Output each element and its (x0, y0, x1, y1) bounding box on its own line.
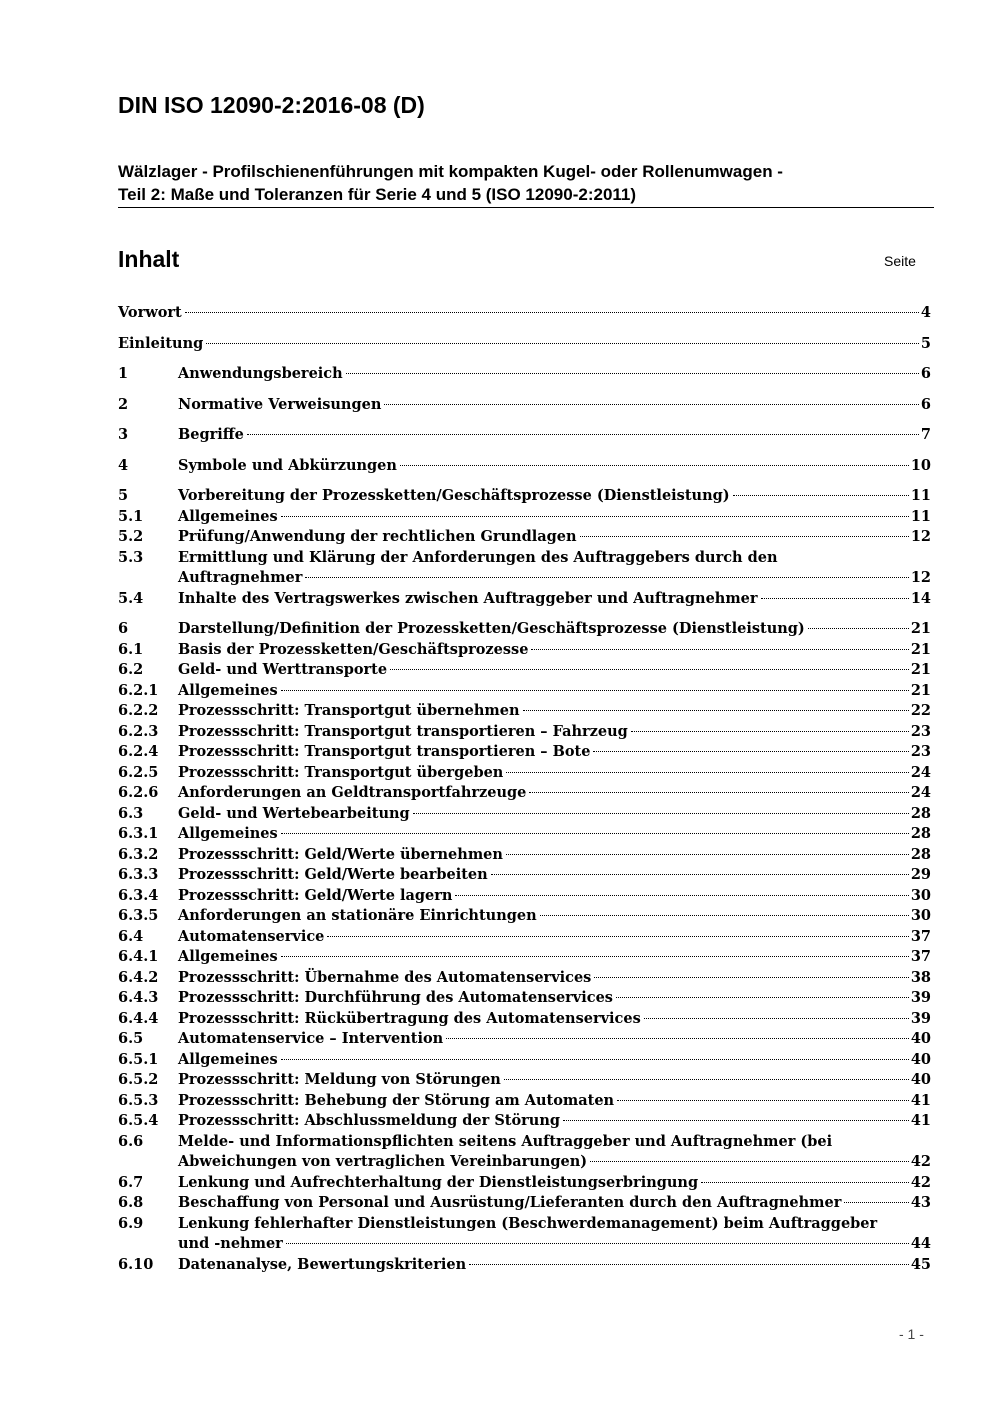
toc-entry-page: 21 (910, 640, 931, 658)
toc-entry-title: Symbole und Abkürzungen (178, 456, 397, 474)
toc-entry-number: 6.3.4 (118, 886, 159, 904)
toc-entry[interactable] (118, 1111, 931, 1132)
toc-entry-page: 37 (910, 948, 931, 965)
toc-entry-title: Prozessschritt: Transportgut übergeben (178, 763, 504, 781)
toc-entry-title: Automatenservice (178, 927, 325, 945)
toc-entry-title: Prozessschritt: Behebung der Störung am Automaten (178, 1091, 615, 1109)
dot-leader (590, 1161, 909, 1162)
toc-entry-number: 6.9 (118, 1214, 144, 1232)
toc-entry[interactable] (118, 886, 931, 907)
toc-heading: Inhalt (118, 246, 180, 272)
toc-entry-number: 6.8 (118, 1194, 144, 1211)
toc-entry-number: 5.3 (118, 548, 144, 566)
toc-entry-number: 5.2 (118, 528, 144, 545)
dot-leader (390, 669, 909, 670)
toc-entry-title: Anforderungen an Geldtransportfahrzeuge (178, 784, 527, 801)
toc-entry-number: 6 (118, 620, 129, 637)
toc-entry-number: 6.3.5 (118, 907, 159, 924)
toc-entry-number: 1 (118, 365, 129, 382)
toc-entry-page: 39 (910, 1009, 931, 1027)
toc-entry-page: 45 (910, 1255, 931, 1273)
toc-entry-page: 11 (910, 507, 931, 525)
toc-entry-page: 41 (910, 1112, 931, 1129)
dot-leader (504, 1079, 909, 1080)
toc-entry-page: 37 (910, 927, 931, 945)
dot-leader (185, 312, 919, 313)
dot-leader (400, 465, 909, 466)
toc-entry[interactable] (118, 742, 931, 763)
toc-entry-number: 6.5.2 (118, 1071, 159, 1088)
toc-entry-number: 6.1 (118, 640, 144, 658)
dot-leader (384, 404, 919, 405)
toc-entry-page: 28 (910, 825, 931, 842)
toc-entry-title: Prozessschritt: Rückübertragung des Automatenservices (178, 1009, 641, 1027)
dot-leader (580, 536, 909, 537)
toc-entry[interactable] (118, 845, 931, 866)
toc-entry-page: 6 (920, 365, 931, 382)
toc-entry[interactable] (118, 763, 931, 784)
toc-entry-number: 6.5.1 (118, 1050, 159, 1068)
toc-entry[interactable] (118, 1050, 931, 1071)
toc-entry-page: 23 (910, 743, 931, 760)
toc-entry-page: 30 (910, 886, 931, 904)
dot-leader (281, 690, 909, 691)
toc-entry-number: 2 (118, 395, 129, 413)
document-title: DIN ISO 12090-2:2016-08 (D) (118, 92, 425, 118)
toc-entry-page: 24 (910, 763, 931, 781)
dot-leader (305, 577, 908, 578)
document-subtitle (118, 160, 783, 206)
toc-entry-page: 21 (910, 620, 931, 637)
toc-entry-page: 21 (910, 661, 931, 678)
dot-leader (761, 598, 909, 599)
toc-entry-number: 3 (118, 426, 129, 443)
toc-entry[interactable] (118, 988, 931, 1009)
toc-entry-title: Darstellung/Definition der Prozessketten/Geschäftsprozesse (Dienstleistung) (178, 620, 805, 637)
dot-leader (281, 1059, 909, 1060)
toc-entry[interactable] (118, 701, 931, 722)
toc-entry-title: Prozessschritt: Geld/Werte bearbeiten (178, 866, 488, 883)
toc-entry-page: 5 (920, 334, 931, 352)
toc-entry-page: 43 (910, 1194, 931, 1211)
dot-leader (701, 1182, 909, 1183)
toc-entry-page: 44 (910, 1235, 931, 1252)
toc-entry[interactable] (118, 1173, 931, 1194)
dot-leader (733, 495, 909, 496)
toc-entry-title: Prozessschritt: Geld/Werte lagern (178, 886, 453, 904)
dot-leader (469, 1264, 909, 1265)
toc-entry-title: Prüfung/Anwendung der rechtlichen Grundlagen (178, 528, 577, 545)
toc-entry-page: 22 (910, 702, 931, 719)
toc-entry-page: 6 (920, 395, 931, 413)
dot-leader (631, 731, 909, 732)
dot-leader (286, 1243, 909, 1244)
dot-leader (616, 997, 909, 998)
toc-entry-number: 6.4 (118, 927, 144, 945)
dot-leader (594, 977, 908, 978)
toc-entry-number: 5.1 (118, 507, 144, 525)
toc-entry[interactable] (118, 456, 931, 477)
toc-entry-title: Beschaffung von Personal und Ausrüstung/Lieferanten durch den Auftragnehmer (178, 1194, 842, 1211)
dot-leader (531, 649, 908, 650)
dot-leader (327, 936, 908, 937)
dot-leader (491, 874, 909, 875)
toc-entry-number: 6.4.2 (118, 968, 159, 986)
toc-entry[interactable] (118, 824, 931, 845)
toc-entry[interactable] (118, 303, 931, 324)
toc-entry-title: Prozessschritt: Abschlussmeldung der Störung (178, 1112, 561, 1129)
toc-entry-title: Geld- und Wertebearbeitung (178, 804, 410, 822)
toc-entry[interactable] (118, 1132, 931, 1173)
dot-leader (346, 373, 919, 374)
toc-page-column-label: Seite (884, 253, 916, 269)
dot-leader (281, 833, 909, 834)
toc-entry-page: 40 (910, 1071, 931, 1088)
toc-entry-title: Allgemeines (178, 948, 278, 965)
toc-entry-title: Allgemeines (178, 507, 278, 525)
toc-entry-page: 12 (910, 528, 931, 545)
toc-entry-title-continued: und -nehmer (178, 1235, 283, 1252)
toc-entry[interactable] (118, 1214, 931, 1255)
dot-leader (206, 343, 919, 344)
toc-entry[interactable] (118, 640, 931, 661)
toc-entry-page: 30 (910, 907, 931, 924)
toc-entry-number: 6.2.4 (118, 743, 159, 760)
toc-entry-number: 6.2.1 (118, 681, 159, 699)
toc-entry-number: 6.2.3 (118, 722, 159, 740)
toc-entry[interactable] (118, 334, 931, 355)
toc-entry-number: 5 (118, 487, 129, 504)
dot-leader (247, 434, 919, 435)
dot-leader (617, 1100, 909, 1101)
dot-leader (540, 915, 909, 916)
toc-entry[interactable] (118, 906, 931, 927)
toc-entry[interactable] (118, 619, 931, 640)
toc-entry[interactable] (118, 589, 931, 610)
toc-entry-title: Prozessschritt: Meldung von Störungen (178, 1071, 501, 1088)
dot-leader (644, 1018, 909, 1019)
toc-entry-title: Anforderungen an stationäre Einrichtungen (178, 907, 537, 924)
toc-entry[interactable] (118, 1193, 931, 1214)
toc-entry-number: 6.2.5 (118, 763, 159, 781)
toc-entry-title-continued: Abweichungen von vertraglichen Vereinbarungen) (178, 1153, 588, 1170)
toc-entry-number: Einleitung (118, 334, 204, 352)
page-number: - 1 - (899, 1326, 924, 1342)
toc-entry-page: 24 (910, 784, 931, 801)
toc-entry[interactable] (118, 486, 931, 507)
toc-entry-title: Geld- und Werttransporte (178, 661, 388, 678)
dot-leader (506, 772, 908, 773)
toc-entry-title: Vorbereitung der Prozessketten/Geschäftsprozesse (Dienstleistung) (178, 487, 730, 504)
subtitle-line-1: Wälzlager - Profilschienenführungen mit kompakten Kugel- oder Rollenumwagen - (118, 162, 783, 181)
toc-entry-page: 39 (910, 989, 931, 1006)
toc-entry-number: 6.3.1 (118, 825, 159, 842)
toc-entry-page: 29 (910, 866, 931, 883)
toc-entry[interactable] (118, 1029, 931, 1050)
toc-entry-number: 6.4.4 (118, 1009, 159, 1027)
toc-entry-number: 6.2.6 (118, 784, 159, 801)
toc-entry[interactable] (118, 1009, 931, 1030)
dot-leader (281, 516, 909, 517)
dot-leader (563, 1120, 909, 1121)
toc-entry-page: 38 (910, 968, 931, 986)
toc-entry-page: 7 (920, 426, 931, 443)
toc-entry-page: 40 (910, 1050, 931, 1068)
toc-entry-title: Lenkung fehlerhafter Dienstleistungen (Beschwerdemanagement) beim Auftraggeber (178, 1214, 878, 1232)
toc-entry-page: 10 (910, 456, 931, 474)
toc-entry-number: 6.10 (118, 1255, 154, 1273)
toc-entry-title: Inhalte des Vertragswerkes zwischen Auftraggeber und Auftragnehmer (178, 589, 758, 607)
toc-entry-number: 6.7 (118, 1173, 144, 1191)
toc-entry-number: Vorwort (118, 304, 182, 321)
toc-entry-title: Prozessschritt: Transportgut übernehmen (178, 702, 520, 719)
toc-entry[interactable] (118, 364, 931, 385)
toc-entry-page: 21 (910, 681, 931, 699)
toc-entry[interactable] (118, 927, 931, 948)
dot-leader (808, 628, 909, 629)
dot-leader (446, 1038, 909, 1039)
toc-entry[interactable] (118, 1091, 931, 1112)
toc-entry-page: 12 (910, 569, 931, 586)
toc-entry-page: 42 (910, 1173, 931, 1191)
toc-entry-number: 6.3.2 (118, 845, 159, 863)
toc-entry-title: Prozessschritt: Transportgut transportieren – Bote (178, 743, 591, 760)
toc-entry-number: 4 (118, 456, 129, 474)
toc-entry-title: Allgemeines (178, 1050, 278, 1068)
toc-entry[interactable] (118, 527, 931, 548)
dot-leader (506, 854, 909, 855)
dot-leader (529, 792, 908, 793)
toc-entry-number: 6.5 (118, 1030, 144, 1047)
toc-entry-title-continued: Auftragnehmer (178, 569, 303, 586)
toc-entry-page: 4 (920, 304, 931, 321)
toc-entry-title: Normative Verweisungen (178, 395, 382, 413)
toc-entry-page: 23 (910, 722, 931, 740)
toc-entry-number: 6.2.2 (118, 702, 159, 719)
toc-entry-title: Allgemeines (178, 681, 278, 699)
toc-entry-number: 6.4.3 (118, 989, 159, 1006)
toc-entry-number: 5.4 (118, 589, 144, 607)
toc-entry-number: 6.6 (118, 1132, 144, 1150)
toc-entry-title: Basis der Prozessketten/Geschäftsprozesse (178, 640, 529, 658)
toc-entry[interactable] (118, 804, 931, 825)
toc-entry-title: Prozessschritt: Geld/Werte übernehmen (178, 845, 503, 863)
toc-entry-number: 6.5.4 (118, 1112, 159, 1129)
toc-entry-title: Datenanalyse, Bewertungskriterien (178, 1255, 467, 1273)
toc-entry[interactable] (118, 660, 931, 681)
toc-entry-number: 6.5.3 (118, 1091, 159, 1109)
toc-entry-title: Begriffe (178, 426, 244, 443)
dot-leader (844, 1202, 908, 1203)
dot-leader (413, 813, 909, 814)
toc-entry-page: 40 (910, 1030, 931, 1047)
toc-entry-number: 6.3 (118, 804, 144, 822)
toc-entry[interactable] (118, 395, 931, 416)
toc-entry-title: Ermittlung und Klärung der Anforderungen des Auftraggebers durch den (178, 548, 778, 566)
toc-entry-title: Prozessschritt: Transportgut transportieren – Fahrzeug (178, 722, 628, 740)
toc-entry[interactable] (118, 865, 931, 886)
toc-entry-number: 6.2 (118, 661, 144, 678)
toc-entry-title: Anwendungsbereich (178, 365, 343, 382)
dot-leader (455, 895, 908, 896)
toc-entry-page: 28 (910, 845, 931, 863)
toc-entry-title: Lenkung und Aufrechterhaltung der Dienstleistungserbringung (178, 1173, 699, 1191)
toc-entry[interactable] (118, 681, 931, 702)
toc-entry-title: Melde- und Informationspflichten seitens Auftraggeber und Auftragnehmer (bei (178, 1132, 833, 1150)
toc-entry-page: 41 (910, 1091, 931, 1109)
toc-entry[interactable] (118, 968, 931, 989)
toc-entry[interactable] (118, 947, 931, 968)
toc-entry-page: 14 (910, 589, 931, 607)
toc-entry-page: 28 (910, 804, 931, 822)
toc-entry-page: 42 (910, 1153, 931, 1170)
toc-entry[interactable] (118, 425, 931, 446)
toc-entry[interactable] (118, 1255, 931, 1276)
toc-entry-page: 11 (910, 487, 931, 504)
toc-entry-number: 6.4.1 (118, 948, 159, 965)
toc-entry-title: Allgemeines (178, 825, 278, 842)
toc-entry[interactable] (118, 1070, 931, 1091)
toc-entry-title: Prozessschritt: Durchführung des Automatenservices (178, 989, 613, 1006)
subtitle-line-2: Teil 2: Maße und Toleranzen für Serie 4 und 5 (ISO 12090-2:2011) (118, 185, 637, 204)
toc-entry[interactable] (118, 722, 931, 743)
header-divider (118, 207, 934, 208)
toc-entry[interactable] (118, 783, 931, 804)
toc-entry-title: Prozessschritt: Übernahme des Automatenservices (178, 968, 592, 986)
table-of-contents (118, 303, 931, 1275)
dot-leader (593, 751, 908, 752)
toc-entry-number: 6.3.3 (118, 866, 159, 883)
toc-entry-title: Automatenservice – Intervention (178, 1030, 444, 1047)
dot-leader (281, 956, 909, 957)
dot-leader (523, 710, 909, 711)
toc-entry[interactable] (118, 507, 931, 528)
toc-entry[interactable] (118, 548, 931, 589)
